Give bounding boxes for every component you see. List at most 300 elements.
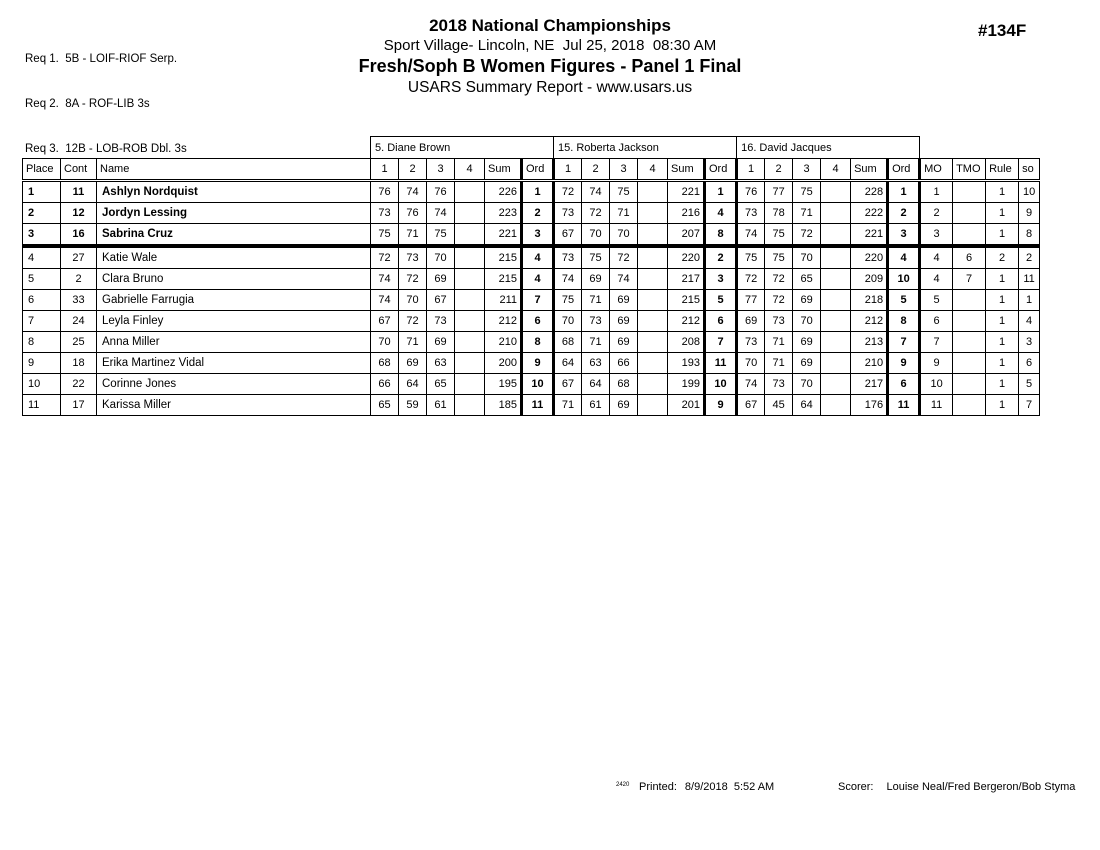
- cell-judge3-score-1: 77: [737, 290, 765, 311]
- cell-judge2-score-1: 73: [554, 246, 582, 269]
- cell-rule: 1: [986, 181, 1019, 203]
- cell-judge2-score-2: 74: [582, 181, 610, 203]
- cell-name: Ashlyn Nordquist: [97, 181, 371, 203]
- cell-judge2-ord: 6: [705, 311, 737, 332]
- cell-name: Leyla Finley: [97, 311, 371, 332]
- cell-judge1-score-1: 65: [371, 395, 399, 416]
- cell-judge3-score-2: 71: [765, 332, 793, 353]
- cell-judge1-sum: 195: [485, 374, 522, 395]
- cell-judge3-score-3: 72: [793, 224, 821, 247]
- cell-judge2-score-2: 70: [582, 224, 610, 247]
- cell-judge3-score-3: 70: [793, 246, 821, 269]
- cell-name: Corinne Jones: [97, 374, 371, 395]
- cell-judge2-score-4: [638, 246, 668, 269]
- cell-judge1-ord: 4: [522, 246, 554, 269]
- cell-judge2-score-2: 72: [582, 203, 610, 224]
- cell-judge3-score-3: 70: [793, 374, 821, 395]
- cell-judge2-ord: 7: [705, 332, 737, 353]
- header-judge3-score-2: 2: [765, 159, 793, 181]
- cell-judge1-ord: 6: [522, 311, 554, 332]
- cell-judge3-score-2: 77: [765, 181, 793, 203]
- scorer-label: Scorer:: [838, 781, 874, 793]
- cell-judge3-ord: 1: [888, 181, 920, 203]
- cell-judge2-score-1: 67: [554, 224, 582, 247]
- cell-judge2-score-1: 70: [554, 311, 582, 332]
- cell-tmo: [953, 181, 986, 203]
- cell-judge3-score-1: 76: [737, 181, 765, 203]
- cell-judge1-score-2: 74: [399, 181, 427, 203]
- cell-judge3-score-4: [821, 181, 851, 203]
- cell-mo: 10: [920, 374, 953, 395]
- cell-tmo: [953, 353, 986, 374]
- cell-judge3-score-2: 71: [765, 353, 793, 374]
- cell-mo: 5: [920, 290, 953, 311]
- cell-judge3-sum: 221: [851, 224, 888, 247]
- cell-judge1-score-4: [455, 181, 485, 203]
- cell-judge1-score-2: 71: [399, 224, 427, 247]
- cell-judge2-score-4: [638, 395, 668, 416]
- table-row: [23, 203, 1040, 224]
- judge-header: 16. David Jacques: [737, 137, 920, 159]
- table-row: [23, 395, 1040, 416]
- cell-judge3-ord: 6: [888, 374, 920, 395]
- cell-name: Karissa Miller: [97, 395, 371, 416]
- cell-judge3-score-1: 70: [737, 353, 765, 374]
- cell-judge2-score-3: 69: [610, 290, 638, 311]
- cell-judge2-score-4: [638, 203, 668, 224]
- cell-rule: 1: [986, 332, 1019, 353]
- cell-so: 2: [1019, 246, 1040, 269]
- table-row: [23, 311, 1040, 332]
- cell-judge2-ord: 4: [705, 203, 737, 224]
- cell-judge3-sum: 209: [851, 269, 888, 290]
- cell-judge3-sum: 217: [851, 374, 888, 395]
- cell-judge1-score-4: [455, 395, 485, 416]
- cell-judge1-score-1: 70: [371, 332, 399, 353]
- cell-judge1-score-2: 64: [399, 374, 427, 395]
- cell-judge1-score-2: 70: [399, 290, 427, 311]
- header-judge3-score-3: 3: [793, 159, 821, 181]
- cell-cont: 12: [61, 203, 97, 224]
- cell-judge2-score-3: 69: [610, 311, 638, 332]
- cell-judge3-ord: 10: [888, 269, 920, 290]
- cell-judge2-sum: 212: [668, 311, 705, 332]
- footer: [0, 781, 1100, 799]
- cell-judge2-score-3: 74: [610, 269, 638, 290]
- cell-place: 2: [23, 203, 61, 224]
- table-corner-blank: [920, 137, 1040, 159]
- cell-cont: 27: [61, 246, 97, 269]
- printed-line: [639, 781, 774, 793]
- cell-mo: 4: [920, 246, 953, 269]
- cell-judge3-score-3: 65: [793, 269, 821, 290]
- event-number: #134F: [978, 21, 1027, 40]
- cell-judge2-sum: 217: [668, 269, 705, 290]
- cell-name: Sabrina Cruz: [97, 224, 371, 247]
- cell-judge2-score-2: 61: [582, 395, 610, 416]
- header-place: Place: [23, 159, 61, 181]
- cell-judge3-ord: 4: [888, 246, 920, 269]
- cell-judge3-score-2: 72: [765, 269, 793, 290]
- cell-cont: 25: [61, 332, 97, 353]
- cell-place: 6: [23, 290, 61, 311]
- table-row: [23, 332, 1040, 353]
- header-judge1-sum: Sum: [485, 159, 522, 181]
- results-table-head: [23, 137, 1040, 181]
- header-judge3-ord: Ord: [888, 159, 920, 181]
- cell-judge2-ord: 1: [705, 181, 737, 203]
- cell-judge3-score-3: 70: [793, 311, 821, 332]
- cell-judge2-score-1: 72: [554, 181, 582, 203]
- cell-judge3-ord: 5: [888, 290, 920, 311]
- cell-judge3-ord: 2: [888, 203, 920, 224]
- cell-judge3-score-3: 69: [793, 290, 821, 311]
- cell-judge3-score-4: [821, 395, 851, 416]
- cell-name: Gabrielle Farrugia: [97, 290, 371, 311]
- cell-judge3-score-2: 78: [765, 203, 793, 224]
- table-row: [23, 181, 1040, 203]
- cell-cont: 2: [61, 269, 97, 290]
- cell-judge1-score-4: [455, 353, 485, 374]
- cell-judge1-score-2: 73: [399, 246, 427, 269]
- cell-mo: 2: [920, 203, 953, 224]
- cell-so: 8: [1019, 224, 1040, 247]
- cell-judge1-score-2: 72: [399, 311, 427, 332]
- cell-judge2-score-3: 68: [610, 374, 638, 395]
- judge-header: 5. Diane Brown: [371, 137, 554, 159]
- cell-judge2-sum: 199: [668, 374, 705, 395]
- cell-judge3-sum: 228: [851, 181, 888, 203]
- table-row: [23, 269, 1040, 290]
- cell-cont: 16: [61, 224, 97, 247]
- cell-judge1-sum: 212: [485, 311, 522, 332]
- cell-rule: 1: [986, 353, 1019, 374]
- cell-judge1-score-3: 63: [427, 353, 455, 374]
- cell-judge1-score-3: 70: [427, 246, 455, 269]
- cell-judge1-sum: 211: [485, 290, 522, 311]
- cell-judge1-score-1: 68: [371, 353, 399, 374]
- cell-tmo: 6: [953, 246, 986, 269]
- scorer-line: [838, 781, 1075, 793]
- cell-judge2-score-2: 71: [582, 290, 610, 311]
- cell-mo: 9: [920, 353, 953, 374]
- header-rule: Rule: [986, 159, 1019, 181]
- cell-judge1-score-4: [455, 224, 485, 247]
- header-judge1-score-1: 1: [371, 159, 399, 181]
- cell-judge2-score-4: [638, 353, 668, 374]
- cell-judge1-ord: 7: [522, 290, 554, 311]
- cell-judge2-ord: 8: [705, 224, 737, 247]
- cell-judge2-score-3: 66: [610, 353, 638, 374]
- cell-name: Katie Wale: [97, 246, 371, 269]
- cell-mo: 3: [920, 224, 953, 247]
- cell-place: 7: [23, 311, 61, 332]
- cell-judge3-score-3: 69: [793, 353, 821, 374]
- header-tmo: TMO: [953, 159, 986, 181]
- page-title: 2018 National Championships: [429, 16, 671, 35]
- table-corner-blank: [23, 137, 371, 159]
- cell-judge1-score-3: 69: [427, 269, 455, 290]
- report-type-line: USARS Summary Report - www.usars.us: [407, 79, 693, 96]
- cell-judge3-score-3: 69: [793, 332, 821, 353]
- requirement-line-1: Req 1. 5B - LOIF-RIOF Serp.: [25, 53, 178, 65]
- cell-judge3-score-4: [821, 224, 851, 247]
- cell-judge1-sum: 215: [485, 269, 522, 290]
- cell-judge3-score-1: 75: [737, 246, 765, 269]
- cell-place: 9: [23, 353, 61, 374]
- cell-judge2-score-1: 71: [554, 395, 582, 416]
- cell-judge3-score-2: 73: [765, 374, 793, 395]
- cell-judge2-sum: 221: [668, 181, 705, 203]
- cell-judge2-score-4: [638, 224, 668, 247]
- cell-judge3-score-4: [821, 290, 851, 311]
- cell-judge1-ord: 11: [522, 395, 554, 416]
- cell-judge1-sum: 221: [485, 224, 522, 247]
- header-name: Name: [97, 159, 371, 181]
- cell-mo: 6: [920, 311, 953, 332]
- cell-judge3-ord: 3: [888, 224, 920, 247]
- cell-judge2-score-1: 74: [554, 269, 582, 290]
- cell-judge2-sum: 208: [668, 332, 705, 353]
- cell-judge3-score-1: 73: [737, 203, 765, 224]
- cell-tmo: [953, 374, 986, 395]
- cell-judge1-ord: 1: [522, 181, 554, 203]
- cell-tmo: [953, 290, 986, 311]
- cell-judge1-score-1: 66: [371, 374, 399, 395]
- header-judge2-sum: Sum: [668, 159, 705, 181]
- cell-judge2-score-2: 75: [582, 246, 610, 269]
- cell-judge3-score-4: [821, 311, 851, 332]
- cell-name: Clara Bruno: [97, 269, 371, 290]
- table-row: [23, 246, 1040, 269]
- cell-judge1-score-4: [455, 332, 485, 353]
- cell-judge3-score-3: 75: [793, 181, 821, 203]
- cell-judge1-score-2: 59: [399, 395, 427, 416]
- printed-value: 8/9/2018 5:52 AM: [684, 781, 775, 793]
- cell-judge3-sum: 176: [851, 395, 888, 416]
- cell-judge2-ord: 5: [705, 290, 737, 311]
- results-table-body: [23, 181, 1040, 416]
- cell-judge3-score-1: 72: [737, 269, 765, 290]
- cell-judge1-sum: 200: [485, 353, 522, 374]
- cell-judge3-ord: 11: [888, 395, 920, 416]
- cell-so: 4: [1019, 311, 1040, 332]
- cell-judge1-ord: 9: [522, 353, 554, 374]
- header-so: so: [1019, 159, 1040, 181]
- cell-judge2-score-4: [638, 374, 668, 395]
- cell-judge1-score-1: 75: [371, 224, 399, 247]
- header-cont: Cont: [61, 159, 97, 181]
- cell-rule: 1: [986, 224, 1019, 247]
- cell-judge2-score-2: 63: [582, 353, 610, 374]
- cell-judge2-score-3: 69: [610, 395, 638, 416]
- table-row: [23, 353, 1040, 374]
- header-judge2-score-1: 1: [554, 159, 582, 181]
- cell-name: Anna Miller: [97, 332, 371, 353]
- header-judge1-score-3: 3: [427, 159, 455, 181]
- cell-judge2-ord: 3: [705, 269, 737, 290]
- cell-tmo: 7: [953, 269, 986, 290]
- cell-judge2-score-2: 64: [582, 374, 610, 395]
- cell-judge2-ord: 10: [705, 374, 737, 395]
- cell-judge3-score-3: 71: [793, 203, 821, 224]
- cell-judge3-sum: 222: [851, 203, 888, 224]
- cell-judge3-score-4: [821, 246, 851, 269]
- cell-judge3-score-2: 75: [765, 224, 793, 247]
- cell-judge2-score-4: [638, 290, 668, 311]
- cell-cont: 18: [61, 353, 97, 374]
- cell-name: Jordyn Lessing: [97, 203, 371, 224]
- cell-judge3-score-4: [821, 374, 851, 395]
- header-judge3-score-1: 1: [737, 159, 765, 181]
- cell-judge3-score-1: 74: [737, 374, 765, 395]
- cell-place: 4: [23, 246, 61, 269]
- cell-rule: 1: [986, 203, 1019, 224]
- judge-header: 15. Roberta Jackson: [554, 137, 737, 159]
- cell-judge1-score-3: 74: [427, 203, 455, 224]
- cell-judge2-score-2: 73: [582, 311, 610, 332]
- cell-judge1-sum: 215: [485, 246, 522, 269]
- cell-judge1-score-4: [455, 311, 485, 332]
- cell-place: 1: [23, 181, 61, 203]
- cell-judge3-score-4: [821, 269, 851, 290]
- cell-place: 5: [23, 269, 61, 290]
- cell-cont: 24: [61, 311, 97, 332]
- header-judge1-ord: Ord: [522, 159, 554, 181]
- cell-tmo: [953, 395, 986, 416]
- cell-judge1-score-3: 76: [427, 181, 455, 203]
- cell-judge3-score-2: 75: [765, 246, 793, 269]
- cell-judge1-score-3: 65: [427, 374, 455, 395]
- cell-judge2-score-1: 68: [554, 332, 582, 353]
- judge-header-row: [23, 137, 1040, 159]
- cell-judge2-score-3: 72: [610, 246, 638, 269]
- column-header-row: [23, 159, 1040, 181]
- table-row: [23, 224, 1040, 247]
- cell-judge3-score-1: 73: [737, 332, 765, 353]
- cell-judge2-score-1: 73: [554, 203, 582, 224]
- cell-judge2-sum: 201: [668, 395, 705, 416]
- requirement-line-2: Req 2. 8A - ROF-LIB 3s: [25, 98, 150, 110]
- cell-judge1-score-4: [455, 246, 485, 269]
- cell-place: 11: [23, 395, 61, 416]
- cell-judge1-ord: 10: [522, 374, 554, 395]
- cell-so: 11: [1019, 269, 1040, 290]
- cell-judge2-score-3: 69: [610, 332, 638, 353]
- header-judge1-score-4: 4: [455, 159, 485, 181]
- printed-label: Printed:: [639, 781, 677, 793]
- cell-rule: 1: [986, 395, 1019, 416]
- header-judge2-ord: Ord: [705, 159, 737, 181]
- cell-rule: 1: [986, 269, 1019, 290]
- cell-judge3-score-2: 72: [765, 290, 793, 311]
- cell-judge1-score-2: 69: [399, 353, 427, 374]
- cell-cont: 22: [61, 374, 97, 395]
- cell-judge3-score-3: 64: [793, 395, 821, 416]
- cell-mo: 11: [920, 395, 953, 416]
- cell-judge1-score-2: 76: [399, 203, 427, 224]
- cell-judge2-score-2: 71: [582, 332, 610, 353]
- cell-so: 7: [1019, 395, 1040, 416]
- cell-judge1-score-3: 61: [427, 395, 455, 416]
- cell-judge1-score-3: 73: [427, 311, 455, 332]
- requirement-line-3: Req 3. 12B - LOB-ROB Dbl. 3s: [25, 143, 187, 155]
- cell-judge1-score-4: [455, 203, 485, 224]
- cell-name: Erika Martinez Vidal: [97, 353, 371, 374]
- cell-judge3-score-1: 67: [737, 395, 765, 416]
- event-title: Fresh/Soph B Women Figures - Panel 1 Final: [358, 56, 742, 76]
- cell-judge2-score-1: 64: [554, 353, 582, 374]
- cell-judge3-sum: 210: [851, 353, 888, 374]
- cell-cont: 11: [61, 181, 97, 203]
- title-block: [0, 16, 1100, 98]
- cell-judge2-sum: 215: [668, 290, 705, 311]
- cell-judge2-score-4: [638, 269, 668, 290]
- cell-rule: 2: [986, 246, 1019, 269]
- cell-judge2-ord: 2: [705, 246, 737, 269]
- cell-judge1-ord: 8: [522, 332, 554, 353]
- cell-judge3-score-4: [821, 203, 851, 224]
- cell-judge2-score-4: [638, 311, 668, 332]
- cell-judge3-ord: 7: [888, 332, 920, 353]
- cell-so: 5: [1019, 374, 1040, 395]
- cell-tmo: [953, 224, 986, 247]
- header-judge3-score-4: 4: [821, 159, 851, 181]
- cell-judge1-score-4: [455, 290, 485, 311]
- cell-cont: 33: [61, 290, 97, 311]
- cell-judge3-sum: 218: [851, 290, 888, 311]
- cell-judge3-score-4: [821, 353, 851, 374]
- cell-judge1-score-3: 67: [427, 290, 455, 311]
- cell-judge2-score-1: 67: [554, 374, 582, 395]
- cell-judge1-score-1: 76: [371, 181, 399, 203]
- cell-judge1-sum: 226: [485, 181, 522, 203]
- results-table: [22, 136, 1040, 416]
- cell-judge3-score-2: 45: [765, 395, 793, 416]
- cell-judge2-sum: 207: [668, 224, 705, 247]
- cell-judge1-score-3: 69: [427, 332, 455, 353]
- cell-judge1-score-2: 72: [399, 269, 427, 290]
- cell-judge1-sum: 210: [485, 332, 522, 353]
- table-row: [23, 374, 1040, 395]
- cell-judge3-score-1: 74: [737, 224, 765, 247]
- footer-code: 2420: [616, 782, 630, 788]
- cell-judge2-sum: 220: [668, 246, 705, 269]
- cell-judge2-score-2: 69: [582, 269, 610, 290]
- cell-tmo: [953, 203, 986, 224]
- cell-judge3-score-4: [821, 332, 851, 353]
- table-row: [23, 290, 1040, 311]
- cell-judge1-score-1: 67: [371, 311, 399, 332]
- header-judge1-score-2: 2: [399, 159, 427, 181]
- cell-so: 1: [1019, 290, 1040, 311]
- venue-date-line: Sport Village- Lincoln, NE Jul 25, 2018 08:30 AM: [383, 37, 717, 54]
- cell-judge3-ord: 9: [888, 353, 920, 374]
- cell-rule: 1: [986, 290, 1019, 311]
- cell-judge3-sum: 212: [851, 311, 888, 332]
- header-judge2-score-4: 4: [638, 159, 668, 181]
- cell-mo: 7: [920, 332, 953, 353]
- cell-judge2-score-4: [638, 332, 668, 353]
- scorer-value: Louise Neal/Fred Bergeron/Bob Styma: [886, 781, 1076, 793]
- cell-judge1-score-1: 74: [371, 290, 399, 311]
- cell-place: 10: [23, 374, 61, 395]
- header-judge2-score-2: 2: [582, 159, 610, 181]
- cell-so: 3: [1019, 332, 1040, 353]
- cell-judge1-ord: 2: [522, 203, 554, 224]
- cell-judge3-ord: 8: [888, 311, 920, 332]
- cell-judge1-sum: 223: [485, 203, 522, 224]
